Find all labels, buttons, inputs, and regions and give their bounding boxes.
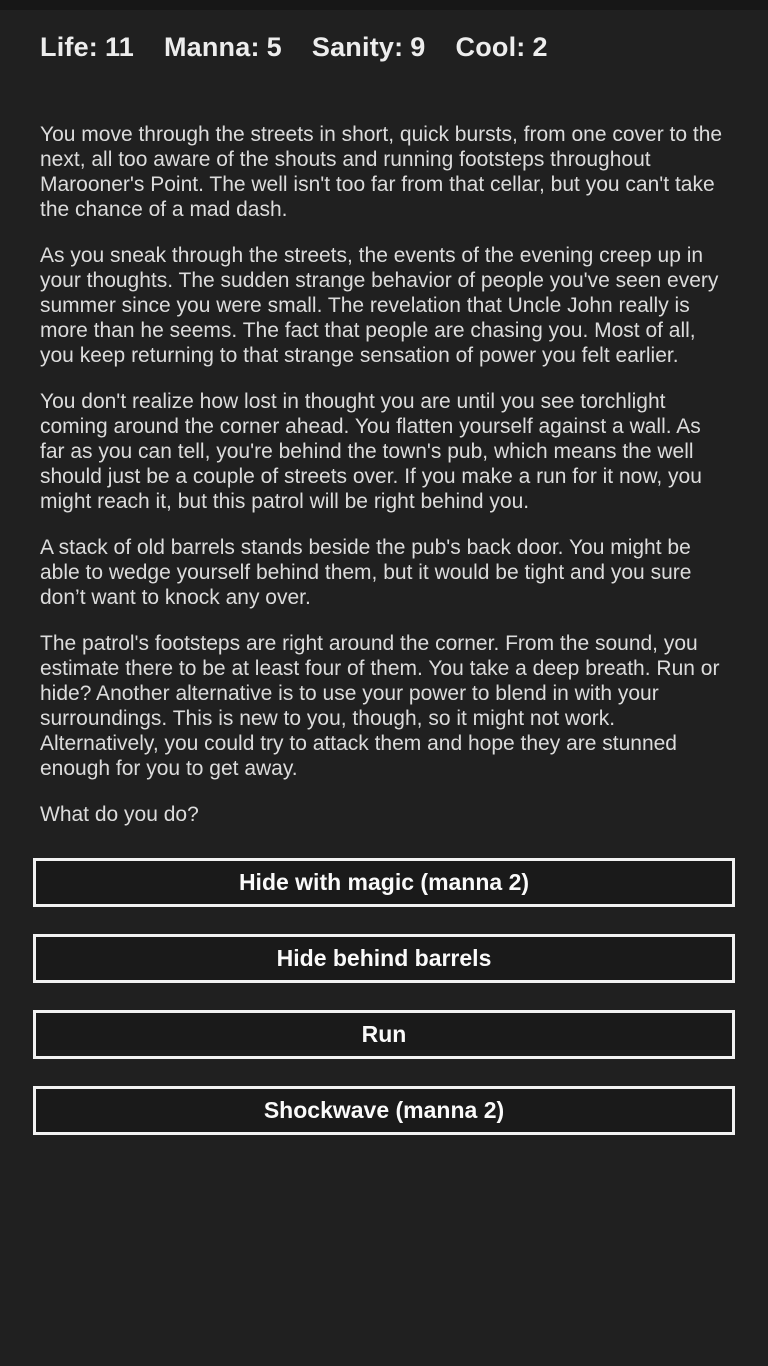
stat-cool [456,32,548,63]
stat-sanity-value: 9 [410,32,426,62]
choice-shockwave[interactable]: Shockwave (manna 2) [33,1086,735,1135]
stat-life-value: 11 [105,32,134,62]
stat-cool-label: Cool: [455,32,526,62]
story-paragraph-5: The patrol's footsteps are right around the corner. From the sound, you estimate there to be at least four of them. You take a deep breath. Run or hide? Another alternative is to use your power to blend in with your surroundings. This is new to you, though, so it might not work. Alternatively, you could try to attack them and hope they are stunned enough for you to get away. [40,632,720,780]
stat-manna-value: 5 [266,32,282,62]
choice-hide-with-magic[interactable]: Hide with magic (manna 2) [33,858,735,907]
story-paragraph-2: As you sneak through the streets, the events of the evening creep up in your thoughts. The sudden strange behavior of people you've seen every summer since you were small. The revelation that Uncle John really is more than he seems. The fact that people are chasing you. Most of all, you keep returning to that strange sensation of power you felt earlier. [40,244,719,367]
story-prompt: What do you do? [40,803,199,826]
stat-life [40,32,134,63]
story-paragraph-3: You don't realize how lost in thought you are until you see torchlight coming around the corner ahead. You flatten yourself against a wall. As far as you can tell, you're behind the town's pub, which means the well should just be a couple of streets over. If you make a run for it now, you might reach it, but this patrol will be right behind you. [40,390,702,513]
top-strip [0,0,768,10]
choice-list [0,858,768,1135]
stat-sanity [312,32,426,63]
story-paragraph-1: You move through the streets in short, quick bursts, from one cover to the next, all too aware of the shouts and running footsteps throughout Marooner's Point. The well isn't too far from that cellar, but you can't take the chance of a mad dash. [40,123,723,221]
story-text [40,122,730,827]
stat-manna [164,32,282,63]
stats-bar [0,10,768,63]
story-paragraph-4: A stack of old barrels stands beside the pub's back door. You might be able to wedge yourself behind them, but it would be tight and you sure don’t want to knock any over. [40,536,692,609]
stat-cool-value: 2 [532,32,548,62]
stat-life-label: Life: [40,32,98,62]
stat-manna-label: Manna: [163,32,260,62]
choice-hide-behind-barrels[interactable]: Hide behind barrels [33,934,735,983]
stat-sanity-label: Sanity: [311,32,404,62]
choice-run[interactable]: Run [33,1010,735,1059]
